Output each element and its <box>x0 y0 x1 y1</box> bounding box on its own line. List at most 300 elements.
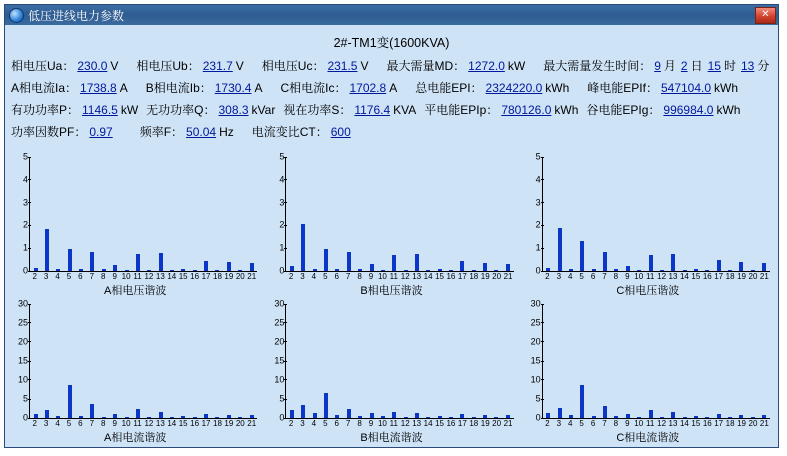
bar <box>238 270 242 271</box>
bar-cell <box>736 304 747 418</box>
bar <box>113 414 117 418</box>
y-tick-label: 0 <box>536 414 541 423</box>
bar-cell <box>212 157 223 271</box>
x-tick-label: 8 <box>613 419 619 428</box>
epip-label: 平电能EPIp： <box>424 103 499 117</box>
x-tick-label: 12 <box>400 419 410 428</box>
bar-cell <box>389 157 400 271</box>
y-tick-label: 5 <box>536 153 541 162</box>
bar <box>347 409 351 418</box>
bar-cell <box>166 304 177 418</box>
bar-cell <box>645 304 656 418</box>
bar-cell <box>554 304 565 418</box>
freq-value[interactable]: 50.04 <box>186 125 217 139</box>
bar-cell <box>634 304 645 418</box>
y-tick-label: 5 <box>279 153 284 162</box>
x-tick-label: 21 <box>759 272 769 281</box>
bar-cell <box>366 157 377 271</box>
bar-cell <box>309 304 320 418</box>
x-tick-label: 17 <box>457 419 467 428</box>
ia-value[interactable]: 1738.8 <box>80 81 117 95</box>
bar <box>558 408 562 418</box>
bar-cell <box>457 304 468 418</box>
x-tick-label: 6 <box>78 419 83 428</box>
x-tick-label: 18 <box>725 419 735 428</box>
bar <box>79 416 83 418</box>
bar <box>227 415 231 418</box>
bar-cell <box>491 304 502 418</box>
uc-unit: V <box>360 59 369 73</box>
bar <box>449 270 453 271</box>
y-tick-label: 1 <box>23 244 28 253</box>
x-tick-label: 18 <box>725 272 735 281</box>
bar-cell <box>713 304 724 418</box>
bar-cell <box>98 304 109 418</box>
x-tick-label: 4 <box>311 419 317 428</box>
bar-cell <box>189 304 200 418</box>
bar <box>649 410 653 418</box>
bar <box>324 249 328 271</box>
epi-label: 总电能EPI： <box>415 81 483 95</box>
x-tick-label: 9 <box>112 419 117 428</box>
y-tick-label: 5 <box>23 395 28 404</box>
x-tick-label: 20 <box>748 272 758 281</box>
bar <box>717 414 721 418</box>
title-bar <box>5 5 778 25</box>
bar-cell <box>212 304 223 418</box>
ib-value[interactable]: 1730.4 <box>214 81 252 95</box>
bar-series <box>543 157 770 271</box>
ub-value[interactable]: 231.7 <box>202 59 233 73</box>
bar <box>125 270 129 271</box>
bar-cell <box>332 157 343 271</box>
bar <box>762 263 766 271</box>
x-tick-label: 12 <box>657 419 667 428</box>
bar <box>34 414 38 418</box>
y-tick-label: 0 <box>279 414 284 423</box>
x-tick-label: 21 <box>503 419 513 428</box>
bar <box>739 415 743 418</box>
ib-unit: A <box>254 81 263 95</box>
bar-cell <box>234 304 245 418</box>
bar-cell <box>400 157 411 271</box>
bar-cell <box>599 304 610 418</box>
bar <box>637 417 641 418</box>
s-label: 视在功率S： <box>283 103 352 117</box>
bar-cell <box>343 157 354 271</box>
x-tick-label: 7 <box>602 272 607 281</box>
bar <box>392 412 396 418</box>
chart-caption: B相电流谐波 <box>360 432 423 444</box>
pf-value[interactable]: 0.97 <box>89 125 113 139</box>
x-tick-label: 4 <box>567 419 573 428</box>
y-tick-label: 25 <box>531 318 541 327</box>
bar <box>90 404 94 418</box>
bar <box>34 268 38 271</box>
x-tick-label: 12 <box>657 272 667 281</box>
x-tick-label: 11 <box>389 419 398 428</box>
x-tick-label: 13 <box>412 272 422 281</box>
y-tick-label: 4 <box>536 175 541 184</box>
uc-value[interactable]: 231.5 <box>327 59 358 73</box>
bar-cell <box>200 157 211 271</box>
p-unit: kW <box>120 103 139 117</box>
bar-cell <box>445 157 456 271</box>
y-tick-label: 5 <box>23 153 28 162</box>
q-label: 无功功率Q： <box>146 103 216 117</box>
bar <box>728 270 732 271</box>
bar <box>335 269 339 271</box>
bar <box>56 416 60 418</box>
bar-cell <box>354 157 365 271</box>
bar-series <box>543 304 770 418</box>
bar-cell <box>679 157 690 271</box>
x-tick-label: 10 <box>121 419 131 428</box>
x-tick-label: 16 <box>446 419 456 428</box>
y-tick-label: 30 <box>531 300 541 309</box>
bar <box>472 270 476 271</box>
bar-cell <box>479 304 490 418</box>
bar-cell <box>702 157 713 271</box>
bar-cell <box>155 304 166 418</box>
ua-label: 相电压Ua： <box>11 59 75 73</box>
bar-cell <box>53 304 64 418</box>
s-value[interactable]: 1176.4 <box>354 103 391 117</box>
y-tick-label: 2 <box>23 221 28 230</box>
x-tick-label: 13 <box>155 419 165 428</box>
x-tick-label: 5 <box>579 419 584 428</box>
bar-cell <box>445 304 456 418</box>
epip-value[interactable]: 780126.0 <box>501 103 552 117</box>
x-tick-label: 19 <box>480 272 490 281</box>
ua-unit: V <box>110 59 119 73</box>
bar-cell <box>110 157 121 271</box>
bar <box>449 417 453 418</box>
x-tick-label: 3 <box>300 419 305 428</box>
bar-cell <box>121 304 132 418</box>
bar-cell <box>656 304 667 418</box>
bar-cell <box>246 304 257 418</box>
bar <box>546 413 550 418</box>
charts-area <box>9 153 774 445</box>
bar-cell <box>189 157 200 271</box>
y-tick-label: 15 <box>531 357 541 366</box>
bar <box>238 417 242 418</box>
x-tick-label: 15 <box>178 272 188 281</box>
md-minute-unit: 分 <box>757 59 770 73</box>
bar-cell <box>588 157 599 271</box>
md-hour-unit: 时 <box>723 59 736 73</box>
bar-cell <box>298 304 309 418</box>
y-tick-label: 10 <box>531 375 541 384</box>
chart-b-voltage-harmonics <box>265 153 517 298</box>
bar-cell <box>491 157 502 271</box>
bar-cell <box>30 157 41 271</box>
bar-cell <box>622 304 633 418</box>
bar-series <box>30 157 257 271</box>
x-tick-label: 5 <box>66 419 72 428</box>
bar <box>626 266 630 271</box>
bar <box>660 270 664 271</box>
x-tick-label: 4 <box>311 272 317 281</box>
bar <box>739 262 743 271</box>
bar-cell <box>286 304 297 418</box>
y-tick-label: 0 <box>536 267 541 276</box>
x-tick-label: 8 <box>357 272 362 281</box>
bar-cell <box>377 304 388 418</box>
row-power <box>11 101 772 118</box>
bar-cell <box>64 304 75 418</box>
x-tick-label: 2 <box>288 419 294 428</box>
x-tick-label: 18 <box>469 272 479 281</box>
x-tick-label: 21 <box>247 272 257 281</box>
bar-cell <box>588 304 599 418</box>
bar-cell <box>132 157 143 271</box>
y-tick-label: 10 <box>18 375 28 384</box>
x-tick-label: 18 <box>469 419 479 428</box>
x-tick-label: 9 <box>368 272 374 281</box>
bar <box>250 415 254 418</box>
bar-cell <box>724 304 735 418</box>
plot-area <box>535 151 770 276</box>
epif-label: 峰电能EPIf： <box>587 81 658 95</box>
bar-cell <box>41 304 52 418</box>
md-hour-value[interactable]: 15 <box>707 59 721 73</box>
chart-b-current-harmonics <box>265 300 517 445</box>
bar <box>227 262 231 271</box>
x-tick-label: 16 <box>702 272 712 281</box>
ib-label: B相电流Ib： <box>145 81 212 95</box>
ic-unit: A <box>389 81 398 95</box>
bar <box>170 417 174 418</box>
y-tick-label: 30 <box>18 300 28 309</box>
x-tick-label: 21 <box>247 419 257 428</box>
ic-label: C相电流Ic： <box>280 81 347 95</box>
y-tick-label: 4 <box>23 175 28 184</box>
md-time-label: 最大需量发生时间： <box>543 59 652 73</box>
bar <box>181 269 185 271</box>
bar-cell <box>577 157 588 271</box>
x-tick-label: 5 <box>66 272 72 281</box>
bar-cell <box>98 157 109 271</box>
close-icon[interactable]: ✕ <box>755 7 776 24</box>
bar-cell <box>400 304 411 418</box>
chart-c-voltage-harmonics <box>522 153 774 298</box>
bar-cell <box>423 157 434 271</box>
x-tick-label: 15 <box>435 419 444 428</box>
y-tick-label: 20 <box>274 337 284 346</box>
bar-cell <box>611 157 622 271</box>
bar <box>193 270 197 271</box>
bar-cell <box>87 157 98 271</box>
bar-cell <box>223 304 234 418</box>
bar-cell <box>702 304 713 418</box>
bar-cell <box>690 157 701 271</box>
x-tick-label: 9 <box>625 419 630 428</box>
epif-value[interactable]: 547104.0 <box>660 81 712 95</box>
bar-cell <box>332 304 343 418</box>
bar <box>56 269 60 271</box>
x-tick-label: 12 <box>400 272 410 281</box>
x-tick-label: 4 <box>567 272 573 281</box>
plot-area <box>22 151 257 276</box>
epig-value[interactable]: 996984.0 <box>663 103 714 117</box>
bar <box>290 410 294 418</box>
bar-cell <box>668 157 679 271</box>
x-tick-label: 13 <box>668 419 678 428</box>
bar-cell <box>144 304 155 418</box>
x-tick-label: 10 <box>634 419 644 428</box>
bar <box>694 269 698 271</box>
bar-cell <box>411 157 422 271</box>
x-tick-label: 8 <box>613 272 619 281</box>
bar-cell <box>758 304 769 418</box>
chart-caption: B相电压谐波 <box>360 285 423 297</box>
bar-cell <box>41 157 52 271</box>
x-tick-label: 19 <box>224 272 234 281</box>
bar-cell <box>565 304 576 418</box>
x-tick-label: 19 <box>737 272 746 281</box>
bar <box>603 406 607 418</box>
x-tick-label: 15 <box>435 272 444 281</box>
bar <box>717 260 721 271</box>
bar <box>637 270 641 271</box>
bar <box>215 270 219 271</box>
bar <box>335 415 339 418</box>
x-tick-label: 11 <box>133 419 142 428</box>
bar-cell <box>246 157 257 271</box>
bar-cell <box>468 304 479 418</box>
bar <box>415 413 419 418</box>
md-label: 最大需量MD： <box>386 59 466 73</box>
bar <box>147 417 151 418</box>
x-tick-label: 16 <box>190 419 200 428</box>
bar <box>671 412 675 418</box>
bar-cell <box>298 157 309 271</box>
bar <box>136 254 140 271</box>
bar <box>660 417 664 418</box>
bar-cell <box>457 157 468 271</box>
x-tick-label: 4 <box>55 419 60 428</box>
x-tick-label: 20 <box>492 419 502 428</box>
bar <box>181 416 185 418</box>
ua-value[interactable]: 230.0 <box>77 59 108 73</box>
x-tick-label: 2 <box>288 272 294 281</box>
bar <box>472 417 476 418</box>
x-tick-label: 20 <box>235 419 245 428</box>
chart-c-current-harmonics <box>522 300 774 445</box>
x-tick-label: 3 <box>300 272 305 281</box>
x-tick-label: 6 <box>334 419 339 428</box>
bar-cell <box>30 304 41 418</box>
bar-cell <box>656 157 667 271</box>
bar-cell <box>434 157 445 271</box>
bar <box>694 416 698 418</box>
bar-cell <box>747 304 758 418</box>
x-tick-label: 16 <box>190 272 200 281</box>
md-day-unit: 日 <box>690 59 703 73</box>
bar <box>494 270 498 271</box>
x-tick-label: 2 <box>545 272 550 281</box>
bar-cell <box>178 304 189 418</box>
y-tick-label: 5 <box>536 395 541 404</box>
bar-cell <box>87 304 98 418</box>
x-tick-label: 13 <box>155 272 165 281</box>
bar-cell <box>234 157 245 271</box>
bar-cell <box>758 157 769 271</box>
bar <box>705 417 709 418</box>
bar <box>370 264 374 271</box>
bar-series <box>30 304 257 418</box>
bar <box>125 417 129 418</box>
bar-cell <box>690 304 701 418</box>
x-tick-label: 14 <box>679 272 689 281</box>
bar <box>313 413 317 418</box>
md-minute-value[interactable]: 13 <box>741 59 755 73</box>
x-tick-label: 2 <box>32 272 37 281</box>
p-value[interactable]: 1146.5 <box>82 103 118 117</box>
md-day-value[interactable]: 2 <box>680 59 688 73</box>
bar-cell <box>423 304 434 418</box>
x-tick-label: 11 <box>646 272 655 281</box>
bar <box>204 261 208 271</box>
x-tick-label: 3 <box>556 419 562 428</box>
y-tick-label: 0 <box>279 267 284 276</box>
bar <box>569 415 573 418</box>
bar-cell <box>668 304 679 418</box>
x-tick-label: 14 <box>167 272 177 281</box>
q-value[interactable]: 308.3 <box>218 103 249 117</box>
bar <box>671 254 675 271</box>
ic-value[interactable]: 1702.8 <box>349 81 387 95</box>
bar <box>45 229 49 271</box>
bar-cell <box>121 157 132 271</box>
md-value[interactable]: 1272.0 <box>468 59 505 73</box>
x-tick-label: 13 <box>668 272 678 281</box>
chart-caption: A相电压谐波 <box>103 285 167 297</box>
bar <box>683 270 687 271</box>
y-tick-label: 0 <box>23 414 28 423</box>
chart-caption: A相电流谐波 <box>103 432 167 444</box>
bar-cell <box>565 157 576 271</box>
page-title: 2#-TM1变(1600KVA) <box>333 36 450 50</box>
ct-value[interactable]: 600 <box>330 125 351 139</box>
x-tick-label: 17 <box>201 419 211 428</box>
y-tick-label: 4 <box>279 175 284 184</box>
bar <box>381 416 385 418</box>
bar <box>79 269 83 271</box>
bar <box>381 270 385 271</box>
app-window <box>4 4 779 448</box>
epi-value[interactable]: 2324220.0 <box>485 81 543 95</box>
bar <box>159 253 163 271</box>
bar-cell <box>53 157 64 271</box>
freq-label: 频率F： <box>139 125 184 139</box>
epif-unit: kWh <box>714 81 739 95</box>
md-month-value[interactable]: 9 <box>654 59 661 73</box>
x-tick-label: 17 <box>201 272 211 281</box>
x-tick-label: 3 <box>556 272 562 281</box>
x-tick-label: 3 <box>43 272 49 281</box>
bar <box>546 268 550 271</box>
bar-cell <box>554 157 565 271</box>
bar-cell <box>543 157 554 271</box>
bar-cell <box>223 157 234 271</box>
bar-cell <box>645 157 656 271</box>
y-tick-label: 2 <box>536 221 541 230</box>
x-tick-label: 9 <box>368 419 374 428</box>
bar-cell <box>200 304 211 418</box>
